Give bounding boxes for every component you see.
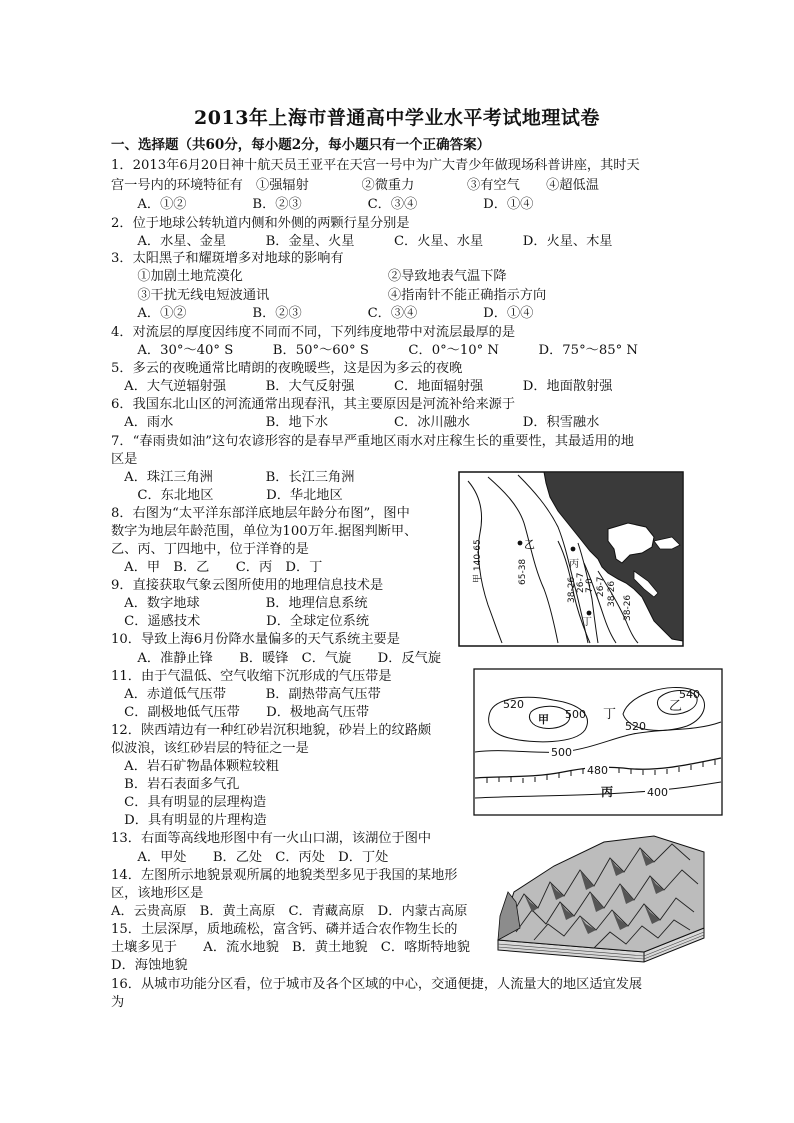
text-line: D．海蚀地貌 (111, 958, 188, 973)
text-line: 区，该地形区是 (111, 886, 204, 901)
text-line: 16．从城市功能分区看，位于城市及各个区域的中心，交通便捷，人流量大的地区适宜发展 (111, 977, 643, 992)
text-line: A．①② B．②③ C．③④ D．①④ (111, 197, 534, 212)
contour-label-500: 500 (551, 746, 572, 759)
text-line: C．副极地低气压带 D．极地高气压带 (111, 705, 370, 720)
text-line: C．遥感技术 D．全球定位系统 (111, 614, 370, 629)
point-bing-marker (571, 547, 576, 552)
text-line: D．具有明显的片理构造 (111, 813, 267, 828)
point-yi-marker (518, 541, 523, 546)
text-line: A．甲 B．乙 C．丙 D．丁 (111, 560, 323, 575)
text-line: 10．导致上海6月份降水量偏多的天气系统主要是 (111, 632, 400, 647)
text-line: 1．2013年6月20日神十航天员王亚平在天宫一号中为广大青少年做现场科普讲座，其时天 (111, 158, 640, 173)
map-label-65-38: 65-38 (518, 558, 528, 585)
text-line: 乙、丙、丁四地中，位于洋脊的是 (111, 542, 309, 557)
text-line: 宫一号内的环境特征有 ①强辐射 ②微重力 ③有空气 ④超低温 (111, 178, 599, 193)
text-line: A．大气逆辐射强 B．大气反射强 C．地面辐射强 D．地面散射强 (111, 379, 613, 394)
text-line: 5．多云的夜晚通常比晴朗的夜晚暖些，这是因为多云的夜晚 (111, 361, 463, 376)
ocean-floor-age-map (458, 471, 684, 647)
text-line: A．30°～40° S B．50°～60° S C．0°～10° N D．75°～85° N (111, 343, 638, 358)
text-line: 似波浪，该红砂岩层的特征之一是 (111, 741, 309, 756)
landform-block-diagram (494, 832, 706, 964)
text-line: 区是 (111, 452, 138, 467)
map-label-yi: 乙 (524, 538, 535, 551)
text-line: A．准静止锋 B．暖锋 C．气旋 D．反气旋 (111, 651, 442, 666)
contour-label-520b: 520 (625, 720, 646, 733)
text-line: A．甲处 B．乙处 C．丙处 D．丁处 (111, 850, 389, 865)
text-line: 12．陕西靖边有一种红砂岩沉积地貌，砂岩上的纹路颇 (111, 723, 432, 738)
text-line: 15．土层深厚，质地疏松，富含钙、磷并适合农作物生长的 (111, 922, 458, 937)
contour-label-yi: 乙 (669, 699, 683, 714)
text-line: 8．右图为“太平洋东部洋底地层年龄分布图”，图中 (111, 506, 410, 521)
text-line: C．具有明显的层理构造 (111, 795, 267, 810)
contour-map (473, 668, 723, 816)
map-label-jia: 甲 140-65 (473, 539, 483, 583)
text-line: A．珠江三角洲 B．长江三角洲 (111, 470, 355, 485)
text-line: B．岩石表面多气孔 (111, 777, 240, 792)
text-line: A．雨水 B．地下水 C．冰川融水 D．积雪融水 (111, 415, 600, 430)
contour-label-480: 480 (587, 764, 608, 777)
text-line: 14．左图所示地貌景观所属的地貌类型多见于我国的某地形 (111, 868, 458, 883)
text-line: 3．太阳黑子和耀斑增多对地球的影响有 (111, 251, 344, 266)
text-line: 6．我国东北山区的河流通常出现春汛，其主要原因是河流补给来源于 (111, 397, 516, 412)
text-line: A．水星、金星 B．金星、火星 C．火星、水星 D．火星、木星 (111, 234, 613, 249)
text-line: 土壤多见于 A．流水地貌 B．黄土地貌 C．喀斯特地貌 (111, 940, 470, 955)
map-label-38-26b: 38-26 (607, 580, 617, 607)
contour-label-400: 400 (647, 786, 668, 799)
contour-label-500-inner: 500 (565, 708, 586, 721)
map-label-ding: 丁 (582, 617, 592, 628)
contour-label-540: 540 (679, 688, 700, 701)
point-ding-marker (587, 611, 592, 616)
text-line: A．数字地球 B．地理信息系统 (111, 596, 368, 611)
text-line: ③干扰无线电短波通讯 ④指南针不能正确指示方向 (111, 288, 547, 303)
map-label-7-0: 7-0 (585, 578, 595, 593)
text-line: 13．右面等高线地形图中有一火山口湖，该湖位于图中 (111, 831, 432, 846)
text-line: A．云贵高原 B．黄土高原 C．青藏高原 D．内蒙古高原 (111, 904, 468, 919)
text-line: 4．对流层的厚度因纬度不同而不同，下列纬度地带中对流层最厚的是 (111, 325, 516, 340)
text-line: 数字为地层年龄范围，单位为100万年.据图判断甲、 (111, 524, 418, 539)
text-line: C．东北地区 D．华北地区 (111, 488, 343, 503)
contour-label-ding: 丁 (603, 707, 617, 722)
text-line: A．岩石矿物晶体颗粒较粗 (111, 759, 279, 774)
contour-label-520: 520 (503, 698, 524, 711)
page-title: 2013年上海市普通高中学业水平考试地理试卷 (194, 107, 600, 129)
contour-label-bing: 丙 (601, 785, 614, 799)
text-line: A．赤道低气压带 B．副热带高气压带 (111, 687, 381, 702)
map-label-38-26c: 38-26 (623, 594, 633, 621)
map-label-bing: 丙 (569, 559, 579, 570)
text-line: 9．直接获取气象云图所使用的地理信息技术是 (111, 578, 384, 593)
text-line: A．①② B．②③ C．③④ D．①④ (111, 306, 534, 321)
text-line: 11．由于气温低、空气收缩下沉形成的气压带是 (111, 669, 392, 684)
contour-label-jia: 甲 (538, 713, 549, 726)
section-heading: 一、选择题（共60分，每小题2分，每小题只有一个正确答案） (111, 137, 491, 153)
text-line: 为 (111, 995, 125, 1010)
text-line: ①加剧土地荒漠化 ②导致地表气温下降 (111, 269, 507, 284)
map-label-26-7b: 26-7 (596, 576, 606, 597)
map-label-38-26: 38-26 (567, 576, 577, 603)
text-line: 7．“春雨贵如油”这句农谚形容的是春早严重地区雨水对庄稼生长的重要性，其最适用的地 (111, 434, 634, 449)
map-label-26-7: 26-7 (576, 572, 586, 593)
text-line: 2．位于地球公转轨道内侧和外侧的两颗行星分别是 (111, 216, 410, 231)
